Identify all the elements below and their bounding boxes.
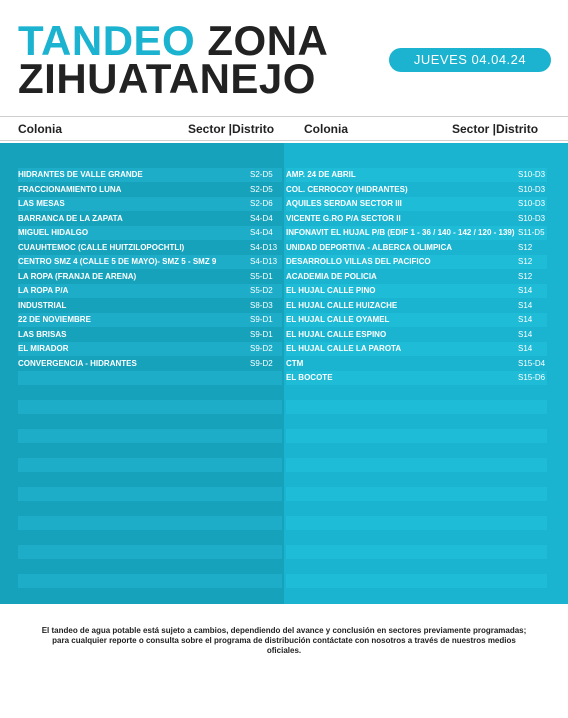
colonia-name: EL MIRADOR [18, 344, 69, 353]
colonia-name: 22 DE NOVIEMBRE [18, 315, 91, 324]
table-row [286, 313, 547, 327]
colonia-name: LA ROPA (FRANJA DE ARENA) [18, 271, 137, 281]
sector-code: S2-D5 [250, 170, 273, 179]
row-stripe [18, 516, 282, 530]
colonia-name: AQUILES SERDAN SECTOR III [286, 199, 402, 208]
table-row [286, 299, 547, 313]
row-stripe [286, 400, 547, 414]
table-row [18, 299, 282, 313]
table-row [18, 212, 282, 226]
header-colonia-left: Colonia [18, 122, 62, 136]
colonia-name: CTM [286, 358, 304, 368]
sector-code: S8-D3 [250, 300, 273, 310]
table-row [286, 270, 547, 284]
divider-top [0, 116, 568, 117]
colonia-name: INFONAVIT EL HUJAL P/B (EDIF 1 - 36 / 140 - 142 / 120 - 139) [286, 228, 515, 237]
colonia-name: DESARROLLO VILLAS DEL PACIFICO [286, 257, 431, 266]
table-row [286, 255, 547, 269]
colonia-name: LAS MESAS [18, 199, 65, 208]
header-sector-left: Sector |Distrito [188, 122, 275, 136]
sector-code: S14 [518, 315, 533, 324]
sector-code: S14 [518, 286, 533, 295]
row-stripe [18, 429, 282, 443]
colonia-name: UNIDAD DEPORTIVA - ALBERCA OLIMPICA [286, 242, 453, 252]
date-badge: JUEVES 04.04.24 [389, 48, 551, 72]
table-row [286, 197, 547, 211]
table-row [18, 168, 282, 182]
row-stripe [18, 400, 282, 414]
table-row [18, 270, 282, 284]
header-colonia-right: Colonia [304, 122, 348, 136]
table-row [18, 284, 282, 298]
colonia-name: ACADEMIA DE POLICIA [286, 271, 377, 281]
title-city: ZIHUATANEJO [18, 55, 316, 102]
sector-code: S4-D13 [250, 257, 278, 266]
divider-header [0, 140, 568, 141]
colonia-name: BARRANCA DE LA ZAPATA [18, 213, 123, 223]
header-sector-right: Sector |Distrito [452, 122, 539, 136]
table-row [18, 226, 282, 240]
colonia-name: INDUSTRIAL [18, 300, 67, 310]
table-row [286, 212, 547, 226]
row-stripe [286, 429, 547, 443]
sector-code: S10-D3 [518, 170, 546, 179]
row-stripe [286, 516, 547, 530]
table-row [286, 284, 547, 298]
sector-code: S4-D13 [250, 242, 278, 252]
sector-code: S12 [518, 257, 533, 266]
table-row [18, 255, 282, 269]
sector-code: S14 [518, 344, 533, 353]
table-row [286, 342, 547, 356]
row-stripe [18, 574, 282, 588]
colonia-name: VICENTE G.RO P/A SECTOR II [286, 213, 401, 223]
table-left [0, 143, 284, 604]
row-stripe [18, 371, 282, 385]
sector-code: S11-D5 [518, 228, 545, 237]
sector-code: S9-D2 [250, 358, 273, 368]
row-stripe [286, 574, 547, 588]
sector-code: S10-D3 [518, 199, 546, 208]
colonia-name: LAS BRISAS [18, 329, 67, 339]
footer-note: El tandeo de agua potable está sujeto a cambios, dependiendo del avance y conclusión en sectores previamente programadas; para cualquier reporte o consulta sobre el programa de distribución contáctate con nosotros a través de nuestros medios oficiales. [41, 626, 527, 655]
sector-code: S15-D6 [518, 373, 546, 382]
table-row [18, 313, 282, 327]
colonia-name: FRACCIONAMIENTO LUNA [18, 184, 122, 194]
table-right [284, 143, 568, 604]
row-stripe [286, 458, 547, 472]
table-row [18, 197, 282, 211]
table-row [18, 328, 282, 342]
sector-code: S10-D3 [518, 213, 546, 223]
table-row [286, 183, 547, 197]
colonia-name: CENTRO SMZ 4 (CALLE 5 DE MAYO)- SMZ 5 - SMZ 9 [18, 257, 217, 266]
colonia-name: EL HUJAL CALLE OYAMEL [286, 315, 390, 324]
colonia-name: EL BOCOTE [286, 373, 333, 382]
sector-code: S9-D1 [250, 315, 273, 324]
row-stripe [18, 487, 282, 501]
title-tandeo: TANDEO [18, 17, 196, 64]
table-row [18, 342, 282, 356]
row-stripe [286, 487, 547, 501]
table-row [18, 357, 282, 371]
row-stripe [18, 458, 282, 472]
row-stripe [18, 545, 282, 559]
sector-code: S5-D2 [250, 286, 273, 295]
colonia-name: CONVERGENCIA - HIDRANTES [18, 358, 137, 368]
table-row [286, 241, 547, 255]
sector-code: S4-D4 [250, 213, 273, 223]
table-row [286, 371, 547, 385]
sector-code: S9-D2 [250, 344, 273, 353]
sector-code: S12 [518, 271, 533, 281]
sector-code: S9-D1 [250, 329, 273, 339]
colonia-name: AMP. 24 DE ABRIL [286, 170, 356, 179]
colonia-name: EL HUJAL CALLE HUIZACHE [286, 300, 398, 310]
table-row [286, 226, 547, 240]
colonia-name: CUAUHTEMOC (CALLE HUITZILOPOCHTLI) [18, 242, 185, 252]
sector-code: S12 [518, 242, 533, 252]
sector-code: S15-D4 [518, 358, 546, 368]
colonia-name: LA ROPA P/A [18, 286, 69, 295]
colonia-name: EL HUJAL CALLE PINO [286, 286, 376, 295]
colonia-name: EL HUJAL CALLE LA PAROTA [286, 344, 402, 353]
sector-code: S10-D3 [518, 184, 546, 194]
table-row [18, 183, 282, 197]
sector-code: S2-D5 [250, 184, 273, 194]
sector-code: S2-D6 [250, 199, 273, 208]
sector-code: S5-D1 [250, 271, 273, 281]
table-row [286, 168, 547, 182]
row-stripe [286, 545, 547, 559]
sector-code: S14 [518, 329, 533, 339]
table-row [286, 357, 547, 371]
table-row [18, 241, 282, 255]
colonia-name: EL HUJAL CALLE ESPINO [286, 329, 387, 339]
sector-code: S14 [518, 300, 533, 310]
colonia-name: MIGUEL HIDALGO [18, 228, 89, 237]
colonia-name: HIDRANTES DE VALLE GRANDE [18, 170, 143, 179]
table-row [286, 328, 547, 342]
sector-code: S4-D4 [250, 228, 273, 237]
title-zona: ZONA [207, 17, 329, 64]
colonia-name: COL. CERROCOY (HIDRANTES) [286, 184, 408, 194]
